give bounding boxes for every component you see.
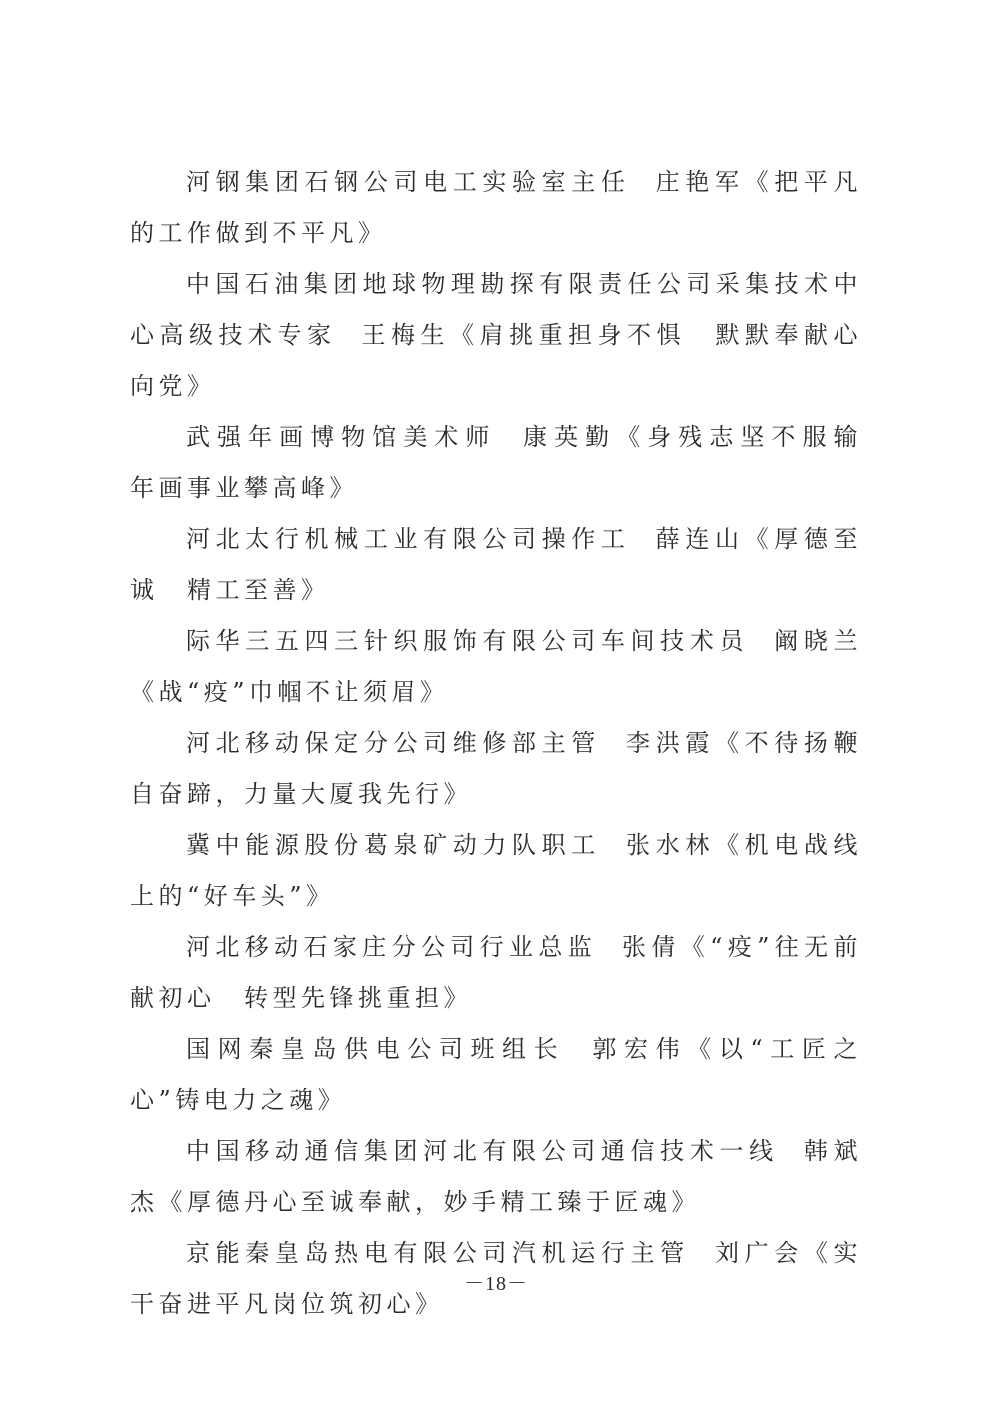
list-item [130, 922, 862, 1024]
entry-name: 张倩 [621, 933, 681, 961]
entry-org-title: 中国移动通信集团河北有限公司通信技术一线 [186, 1137, 779, 1165]
list-item [130, 1126, 862, 1228]
entry-name: 王梅生 [360, 321, 450, 349]
entry-article-title: 《不待扬鞭自奋蹄，力量大厦我先行》 [130, 729, 863, 808]
page-number: －18－ [464, 1273, 528, 1295]
list-item [130, 514, 862, 616]
entry-article-title: 《把平凡的工作做到不平凡》 [130, 168, 863, 247]
entry-name: 李洪霞 [624, 729, 715, 757]
entry-org-title: 河北移动保定分公司维修部主管 [186, 729, 601, 757]
entry-name: 康英勤 [520, 423, 617, 451]
entry-name: 庄艳军 [654, 168, 745, 196]
list-item [130, 412, 891, 514]
entry-org-title: 武强年画博物馆美术师 [186, 423, 497, 451]
entry-org-title: 京能秦皇岛热电有限公司汽机运行主管 [186, 1239, 690, 1267]
entry-name: 刘广会 [713, 1239, 804, 1267]
list-item [130, 157, 862, 259]
entry-article-title: 《肩挑重担身不惧 默默奉献心向党》 [130, 321, 862, 400]
entry-org-title: 际华三五四三针织服饰有限公司车间技术员 [186, 627, 750, 655]
entry-name: 阚晓兰 [773, 627, 863, 655]
list-item [130, 820, 862, 922]
list-item [130, 718, 862, 820]
entry-org-title: 冀中能源股份葛泉矿动力队职工 [186, 831, 601, 859]
entry-org-title: 国网秦皇岛供电公司班组长 [186, 1035, 566, 1063]
list-item [130, 616, 862, 718]
list-item [130, 1024, 862, 1126]
entry-org-title: 中国石油集团地球物理勘探有限责任公司采集技术中心高级技术专家 [130, 270, 862, 349]
entry-article-title: 《机电战线上的“好车头”》 [130, 831, 863, 910]
entry-org-title: 河北移动石家庄分公司行业总监 [186, 933, 598, 961]
entry-name: 韩斌杰 [130, 1137, 863, 1216]
entry-org-title: 河钢集团石钢公司电工实验室主任 [186, 168, 631, 196]
entry-article-title: 《厚德至诚 精工至善》 [130, 525, 863, 604]
entry-article-title: 《身残志坚不服输 年画事业攀高峰》 [130, 423, 891, 502]
entry-article-title: 《战“疫”巾帼不让须眉》 [130, 678, 449, 706]
entry-name: 张水林 [624, 831, 715, 859]
entry-org-title: 河北太行机械工业有限公司操作工 [186, 525, 631, 553]
list-item [130, 259, 862, 412]
entry-name: 郭宏伟 [589, 1035, 688, 1063]
entry-article-title: 《厚德丹心至诚奉献，妙手精工臻于匠魂》 [158, 1188, 700, 1216]
entry-article-title: 《“疫”往无前献初心 转型先锋挑重担》 [130, 933, 863, 1012]
article-list [130, 157, 891, 1330]
entry-article-title: 《以“工匠之心”铸电力之魂》 [130, 1035, 863, 1114]
entry-name: 薛连山 [654, 525, 745, 553]
entry-article-title: 《实干奋进平凡岗位筑初心》 [130, 1239, 863, 1318]
